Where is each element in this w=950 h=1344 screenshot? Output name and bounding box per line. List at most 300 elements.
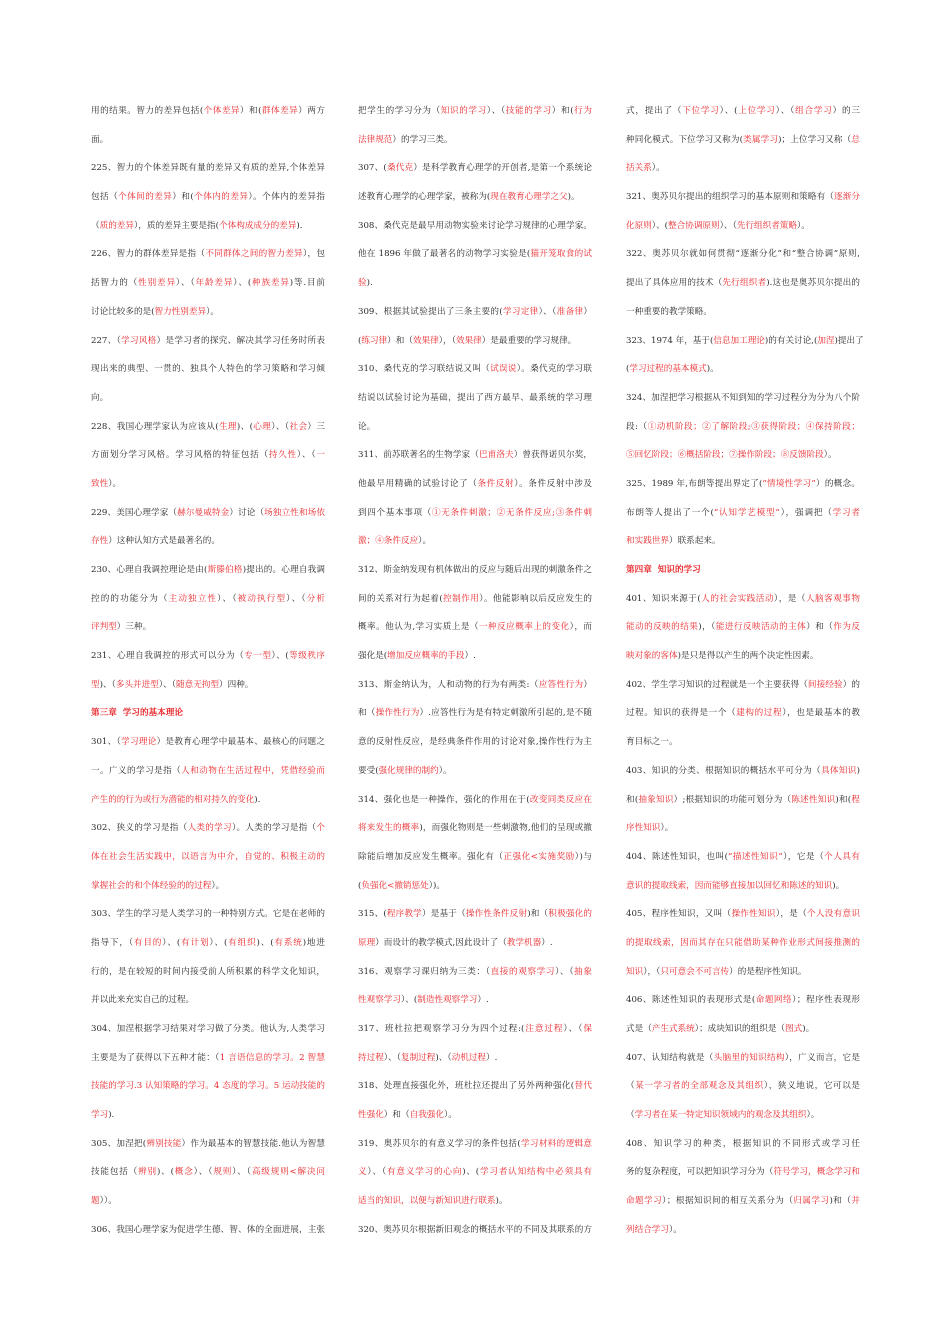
- text-line: [358, 872, 592, 901]
- body-text: 把学生的学习分为（: [358, 106, 441, 116]
- answer-text: 分析: [306, 593, 325, 604]
- answer-text: 体在社会生活实践中，以语言为中介，自觉的、积极主动的: [91, 851, 325, 862]
- body-text: ）;根据知识的功能可划分为（: [673, 794, 792, 805]
- answer-text: 存性: [91, 536, 109, 547]
- body-text: )和（: [527, 909, 549, 920]
- text-line: [91, 441, 325, 470]
- question-item: [91, 1015, 325, 1130]
- answer-text: 概念: [173, 1167, 194, 1178]
- text-line: [358, 556, 592, 585]
- text-line: [91, 1216, 325, 1245]
- answer-text: 群体差异: [261, 106, 299, 116]
- text-line: [358, 728, 592, 757]
- body-text: ），包: [302, 249, 325, 260]
- body-text: ）联系起来。: [668, 536, 721, 547]
- answer-text: 个体间的差异: [118, 192, 173, 203]
- text-line: [91, 556, 325, 585]
- text-line: [626, 441, 860, 470]
- text-line: [358, 1044, 592, 1073]
- answer-text: 自我强化: [409, 1110, 444, 1121]
- answer-text: 生理: [218, 421, 237, 432]
- answer-text: 试误说: [490, 364, 517, 375]
- text-line: [626, 355, 860, 384]
- body-text: ），质的差异主要是指(: [134, 220, 219, 231]
- body-text: )地进: [302, 937, 325, 948]
- text-line: [358, 1216, 592, 1245]
- answer-text: 技能的学习.3 认知策略的学习。4 态度的学习。5 运动技能的: [91, 1081, 325, 1092]
- text-line: [358, 843, 592, 872]
- body-text: 一种重要的教学策略。: [626, 306, 712, 317]
- body-text: )、(: [256, 937, 274, 948]
- text-line: [626, 1044, 860, 1073]
- body-text: 种同化模式。下位学习又称为(: [626, 134, 743, 145]
- body-text: ）和（: [387, 335, 413, 346]
- text-line: [358, 413, 592, 442]
- answer-text: 桑代克: [386, 163, 414, 174]
- body-text: ）: [583, 306, 592, 317]
- body-text: ）。个体内的差异指: [248, 192, 325, 203]
- answer-text: 性观察学习: [358, 995, 401, 1006]
- answer-text: 命题网络: [755, 995, 793, 1006]
- answer-text: 个体构成成分的差异: [219, 220, 297, 231]
- body-text: ）、（: [555, 966, 575, 977]
- question-item: [91, 240, 325, 326]
- body-text: ），狭义地说，它可以是: [763, 1081, 860, 1092]
- body-text: ）这种认知方式是最著名的。: [108, 536, 220, 547]
- body-text: ）、（: [538, 306, 557, 317]
- body-text: ）、(: [271, 651, 289, 662]
- body-text: ）。: [660, 823, 674, 834]
- text-line: [358, 154, 592, 183]
- answer-text: 行为: [573, 106, 592, 116]
- question-item: [626, 384, 860, 470]
- text-line: [91, 327, 325, 356]
- text-line: [91, 269, 325, 298]
- text-line: [358, 126, 592, 155]
- body-text: ）三: [307, 421, 325, 432]
- text-line: [91, 843, 325, 872]
- question-item: [358, 1130, 592, 1216]
- answer-text: 学习理论: [121, 737, 157, 748]
- body-text: ）。: [438, 765, 452, 776]
- answer-text: 映对象的客体: [626, 651, 678, 662]
- answer-text: 等级秩序: [288, 651, 325, 662]
- answer-text: 致性: [91, 478, 109, 489]
- body-text: 育目标之一。: [626, 737, 678, 748]
- answer-text: 学习材料的逻辑意: [520, 1138, 592, 1149]
- answer-text: 种族差异: [251, 278, 290, 289]
- body-text: 他最早用精确的试验讨论了（: [358, 478, 478, 489]
- answer-text: 法律规范: [358, 134, 393, 145]
- body-text: ）、（: [217, 593, 238, 604]
- question-item: [626, 585, 860, 671]
- text-line: [358, 97, 592, 126]
- text-line: [358, 1015, 592, 1044]
- body-text: 305、加涅把(: [91, 1138, 147, 1149]
- answer-text: 有目的: [133, 937, 163, 948]
- answer-text: 正强化<实施奖励: [503, 851, 575, 862]
- question-item: [626, 900, 860, 986]
- body-text: )、(: [156, 1167, 174, 1178]
- body-text: ).: [254, 794, 261, 805]
- text-column-right: [626, 97, 864, 1245]
- answer-text: 学习者: [832, 507, 860, 518]
- text-line: [91, 1158, 325, 1187]
- answer-text: 一: [316, 450, 325, 461]
- body-text: 概率。他认为,学习实质上是（: [358, 622, 479, 633]
- body-text: ）。: [651, 163, 665, 174]
- text-line: [626, 1158, 860, 1187]
- answer-text: 先行组织者: [722, 278, 767, 289]
- answer-text: 智力性别差异: [154, 306, 207, 317]
- answer-text: 将来发生的概率: [358, 823, 420, 834]
- answer-text: 学习过程的基本模式: [629, 364, 707, 375]
- answer-text: 型: [91, 679, 100, 690]
- text-line: [626, 814, 860, 843]
- body-text: （: [91, 220, 100, 231]
- answer-text: 上位学习: [737, 106, 776, 116]
- text-line: [91, 1015, 325, 1044]
- question-item: [358, 786, 592, 901]
- body-text: ）。: [418, 536, 432, 547]
- answer-text: 只可意会不可言传: [660, 966, 730, 977]
- body-text: )。: [567, 192, 580, 203]
- answer-text: 适当的知识，以便与新知识进行联系: [358, 1196, 496, 1207]
- answer-text: 的提取线索，因而其存在只能借助某种作业形式间接推测的: [626, 937, 860, 948]
- body-text: 317、班杜拉把观察学习分为四个过程:(: [358, 1024, 525, 1034]
- answer-text: 学习者在某一特定知识领域内的观念及其组织: [634, 1110, 807, 1121]
- question-item: [91, 413, 325, 499]
- question-item: [91, 556, 325, 642]
- body-text: ）是基于（: [421, 909, 466, 920]
- answer-text: 一种反应概率上的变化: [478, 622, 570, 633]
- answer-text: 程序教学: [386, 909, 422, 920]
- answer-text: 掌握社会的和个体经验的的过程: [91, 880, 212, 891]
- body-text: 方面划分学习风格。学习风格的特征包括（: [91, 450, 269, 461]
- answer-text: ⑤回忆阶段；⑥概括阶段；⑦操作阶段；⑧反馈阶段: [626, 450, 824, 461]
- question-item: [626, 671, 860, 757]
- text-line: [626, 1015, 860, 1044]
- text-line: [91, 929, 325, 958]
- question-item: [358, 1072, 592, 1129]
- text-line: [91, 1130, 325, 1159]
- text-line: [358, 958, 592, 987]
- text-line: [626, 1187, 860, 1216]
- answer-text: 某一学习者的全部观念及其组织: [635, 1081, 764, 1092]
- answer-text: 评判型: [91, 622, 117, 633]
- answer-text: 操作性条件反射: [465, 909, 528, 920]
- answer-text: 随意无拘型: [176, 679, 220, 690]
- answer-text: 效果律: [412, 335, 439, 346]
- body-text: 现出来的典型、一贯的、独具个人特色的学习策略和学习倾: [91, 364, 325, 375]
- body-text: ）。: [206, 306, 219, 317]
- question-item: [358, 441, 592, 556]
- text-line: [626, 327, 864, 356]
- body-text: ）。人类的学习是指（: [231, 823, 317, 834]
- body-text: 403、知识的分类、根据知识的概括水平可分为（: [626, 765, 821, 776]
- body-text: 302、狭义的学习是指（: [91, 823, 188, 834]
- text-line: [358, 671, 592, 700]
- body-text: 402、学生学习知识的过程就是一个主要获得（: [626, 679, 808, 690]
- body-text: )、（: [99, 679, 116, 690]
- text-line: [626, 1101, 860, 1130]
- answer-text: 负强化<撤销惩处: [361, 880, 429, 891]
- text-line: [91, 527, 325, 556]
- body-text: 324、加涅把学习根据从不知到知的学习过程分为分为八个阶: [626, 392, 860, 403]
- body-text: 向。: [91, 392, 109, 403]
- body-text: ），（: [643, 966, 661, 977]
- body-text: ）和(: [172, 192, 194, 203]
- text-line: [358, 269, 592, 298]
- answer-text: 抽象知识: [638, 794, 674, 805]
- body-text: 231、心理自我调控的形式可以分为（: [91, 651, 245, 662]
- answer-text: 控制作用: [442, 593, 480, 604]
- answer-text: 强化规律的制约: [378, 765, 439, 776]
- body-text: )，而强化物则是一些刺激物,他们的呈现或撤: [419, 823, 592, 834]
- text-line: [91, 1072, 325, 1101]
- answer-text: 辨别: [138, 1167, 157, 1178]
- body-text: ）三种。: [116, 622, 152, 633]
- text-line: [358, 212, 592, 241]
- text-line: [91, 499, 325, 528]
- question-item: [358, 556, 592, 671]
- answer-text: 被动执行型: [237, 593, 287, 604]
- answer-text: 有计划: [180, 937, 210, 948]
- answer-text: 知识: [626, 966, 644, 977]
- answer-text: 有意义学习的心向: [387, 1167, 463, 1178]
- body-text: ）和(: [551, 106, 574, 116]
- body-text: 406、陈述性知识的表现形式是(: [626, 995, 756, 1006]
- text-line: [358, 642, 592, 671]
- question-item: [358, 212, 592, 298]
- text-line: [626, 97, 860, 126]
- body-text: ）；成块知识的组织是（: [694, 1024, 786, 1034]
- body-text: ）)与: [574, 851, 592, 862]
- answer-text: 注意过程: [524, 1024, 564, 1034]
- body-text: 313、斯金纳认为，人和动物的行为有两类:（: [358, 679, 539, 690]
- question-item: [626, 1044, 860, 1130]
- body-text: ）、（: [775, 106, 796, 116]
- question-item: [358, 671, 592, 786]
- body-text: ）、（: [367, 1167, 388, 1178]
- answer-text: 高级规则<解决问: [251, 1167, 325, 1178]
- answer-text: “情境性学习”: [762, 478, 816, 489]
- answer-text: 社会: [289, 421, 308, 432]
- answer-text: 现在教育心理学之父: [490, 192, 568, 203]
- body-text: 面。: [91, 134, 109, 145]
- answer-text: 人的社会实践活动: [700, 593, 774, 604]
- answer-text: 斯滕伯格: [207, 565, 243, 575]
- answer-text: 义: [358, 1167, 368, 1178]
- answer-text: 直接的观察学习: [490, 966, 556, 977]
- body-text: ）。: [108, 478, 122, 489]
- text-line: [626, 240, 860, 269]
- body-text: ）.: [464, 651, 476, 662]
- body-text: ）、（: [158, 679, 177, 690]
- answer-text: 赫尔曼威特金: [177, 507, 230, 518]
- body-text: 控的的功能分为（: [91, 593, 169, 604]
- answer-text: “描述性知识”: [727, 851, 783, 862]
- body-text: 他在 1896 年做了最著名的动物学习实验是(: [358, 249, 531, 260]
- answer-text: 复制过程: [400, 1052, 436, 1063]
- text-column-left: [91, 97, 325, 1245]
- body-text: ）、(: [233, 278, 252, 289]
- body-text: 408、知识学习的种类，根据知识的不同形式或学习任: [626, 1138, 860, 1149]
- answer-text: 信息加工理论: [713, 335, 765, 346]
- text-line: [358, 240, 592, 269]
- answer-text: 个体内的差异: [193, 192, 249, 203]
- body-text: 230、心理自我调控理论是由(: [91, 565, 208, 575]
- body-text: )是只是得以产生的两个决定性因素。: [677, 651, 819, 662]
- answer-text: 辨别技能: [146, 1138, 182, 1149]
- body-text: 306、我国心理学家为促进学生德、智、体的全面进展，主张: [91, 1224, 325, 1235]
- body-text: ).这也是奥苏贝尔提出的: [766, 278, 860, 289]
- body-text: ）.: [486, 1052, 498, 1063]
- text-line: [91, 986, 325, 1015]
- body-text: )、(: [462, 1167, 480, 1178]
- text-line: [626, 843, 860, 872]
- body-text: )、（: [435, 1052, 452, 1063]
- answer-text: 效果律: [455, 335, 482, 346]
- text-line: [91, 1187, 325, 1216]
- text-line: [626, 900, 860, 929]
- body-text: 318、处理直接强化外，班杜拉还提出了另外两种强化(: [358, 1081, 575, 1092]
- text-line: [358, 327, 592, 356]
- text-line: [626, 986, 860, 1015]
- body-text: )。: [706, 364, 719, 375]
- body-text: 包括（: [91, 192, 119, 203]
- text-line: [91, 958, 325, 987]
- answer-text: 建构的过程: [736, 708, 783, 719]
- question-item: [91, 97, 325, 154]
- body-text: ）的是程序性知识。: [729, 966, 807, 977]
- answer-text: 持久性: [268, 450, 297, 461]
- text-line: [91, 1101, 325, 1130]
- question-item: [626, 470, 860, 556]
- answer-text: 操作性行为: [375, 708, 420, 719]
- answer-text: 主动独立性: [168, 593, 218, 604]
- text-line: [358, 1072, 592, 1101]
- body-text: 强化是(: [358, 651, 388, 662]
- question-item: [91, 499, 325, 556]
- body-text: )、(: [236, 421, 253, 432]
- body-text: 意的反射性反应，是经典条件作用的讨论对象,操作性行为主: [358, 737, 592, 748]
- body-text: 321、奥苏贝尔提出的组织学习的基本原则和策略有（: [626, 192, 834, 203]
- question-item: [91, 1130, 325, 1216]
- text-line: [91, 585, 325, 614]
- body-text: ），强调把（: [779, 507, 833, 518]
- text-line: [358, 900, 592, 929]
- answer-text: 激；④条件反应: [358, 536, 419, 547]
- answer-text: 个: [316, 823, 325, 834]
- text-line: [358, 613, 592, 642]
- text-line: [626, 499, 860, 528]
- text-line: [358, 699, 592, 728]
- body-text: ）。: [823, 450, 837, 461]
- body-text: 322、奥苏贝尔就如何贯彻“逐渐分化”和“整合协调”原则,: [626, 249, 860, 260]
- body-text: ）。: [796, 220, 810, 231]
- text-line: [91, 126, 325, 155]
- body-text: 技能包括（: [91, 1167, 139, 1178]
- body-text: 指导下，（: [91, 937, 134, 948]
- answer-text: 化原则: [626, 220, 652, 231]
- body-text: 主要是为了获得以下五种才能：（: [91, 1052, 220, 1063]
- answer-text: 并: [851, 1196, 860, 1207]
- answer-text: 人类的学习: [187, 823, 232, 834]
- question-item: [91, 642, 325, 699]
- chapter-heading: 第四章 知识的学习: [626, 565, 701, 575]
- body-text: ）是最重要的学习规律。: [481, 335, 577, 346]
- body-text: ）、(: [651, 220, 669, 231]
- body-text: ）)。: [428, 880, 445, 891]
- answer-text: 质的差异: [99, 220, 134, 231]
- body-text: 间的关系对行为起着(: [358, 593, 443, 604]
- body-text: )的有关讨论,(: [764, 335, 818, 346]
- body-text: ）。: [806, 1110, 820, 1121]
- answer-text: 原理: [358, 937, 376, 948]
- body-text: 一。广义的学习是指（: [91, 765, 182, 776]
- body-text: ）。: [668, 1224, 682, 1235]
- text-line: [626, 527, 860, 556]
- answer-text: 人和动物在生活过程中，凭借经验而: [181, 765, 325, 776]
- answer-text: 知识的学习: [440, 106, 487, 116]
- body-text: ）的: [842, 679, 860, 690]
- text-line: [91, 872, 325, 901]
- answer-text: 条件反射: [477, 478, 515, 489]
- body-text: 312、斯金纳发现有机体做出的反应与随后出现的刺激条件之: [358, 565, 592, 575]
- text-line: [626, 269, 860, 298]
- body-text: ）；根据知识间的相互关系分为（: [662, 1196, 794, 1207]
- answer-text: 人脑客观事物: [805, 593, 860, 604]
- body-text: ）；程序性表现形: [792, 995, 860, 1006]
- answer-text: 心理: [252, 421, 272, 432]
- answer-text: 程: [851, 794, 860, 805]
- body-text: 405、程序性知识，又叫（: [626, 909, 732, 920]
- text-line: [91, 786, 325, 815]
- answer-text: 学习者认知结构中必须具有: [479, 1167, 592, 1178]
- body-text: ）和（: [383, 1110, 410, 1121]
- body-text: (: [358, 335, 362, 346]
- answer-text: 巴甫洛夫: [478, 450, 514, 461]
- body-text: 述教育心理学的心理学家，被称为(: [358, 192, 491, 203]
- body-text: ): [856, 765, 860, 776]
- answer-text: 改变同类反应在: [529, 794, 592, 805]
- question-item: [626, 986, 860, 1043]
- text-line: [626, 642, 860, 671]
- answer-text: 有系统: [273, 937, 303, 948]
- body-text: ），广义而言，它是: [784, 1052, 860, 1063]
- body-text: ），而: [569, 622, 593, 633]
- answer-text: 产生式系统: [651, 1024, 695, 1034]
- text-line: [91, 413, 325, 442]
- body-text: ）的三: [832, 106, 860, 116]
- question-item: [91, 900, 325, 1015]
- text-line: [626, 1072, 860, 1101]
- body-text: 404、陈述性知识，也叫(: [626, 851, 728, 862]
- body-text: )。: [802, 1024, 815, 1034]
- body-text: ）.: [477, 995, 489, 1006]
- body-text: ），也是最基本的教: [782, 708, 860, 719]
- text-line: [91, 212, 325, 241]
- text-line: [91, 757, 325, 786]
- text-line: [358, 786, 592, 815]
- question-item: [91, 814, 325, 900]
- text-line: [626, 757, 860, 786]
- text-line: [91, 613, 325, 642]
- body-text: )。: [495, 1196, 508, 1207]
- answer-text: 归属学习: [793, 1196, 830, 1207]
- body-text: 228、我国心理学家认为应该从(: [91, 421, 219, 432]
